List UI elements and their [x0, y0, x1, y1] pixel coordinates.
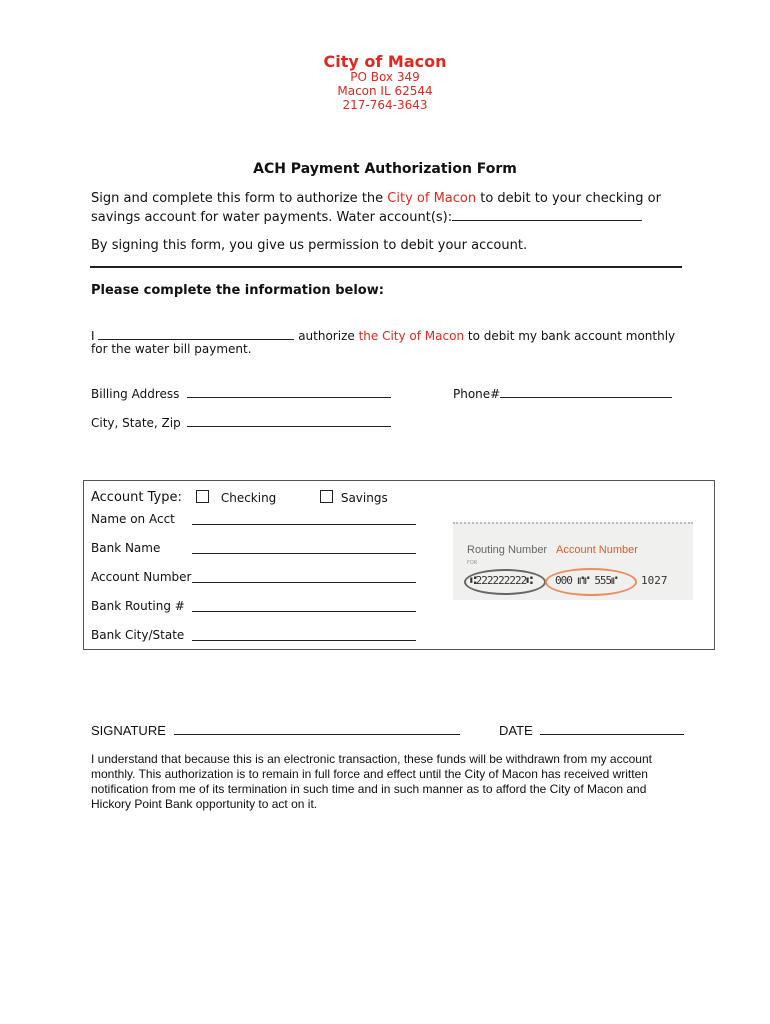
account-number-field[interactable]	[192, 582, 416, 583]
date-field[interactable]	[540, 722, 684, 735]
section-divider	[90, 266, 682, 268]
water-account-field[interactable]	[452, 208, 642, 221]
permission-text: By signing this form, you give us permission to debit your account.	[91, 238, 528, 253]
signature-label: SIGNATURE	[91, 723, 166, 738]
disclaimer-line: I understand that because this is an electronic transaction, these funds will be withdrawn from my account	[91, 752, 652, 766]
for-mark: FOR	[467, 560, 478, 566]
disclaimer	[91, 752, 691, 812]
savings-checkbox[interactable]	[320, 490, 333, 503]
authorization-line2: for the water bill payment.	[91, 342, 252, 356]
intro-line1	[91, 191, 661, 206]
bank-routing-field[interactable]	[192, 611, 416, 612]
account-number-caption: Account Number	[556, 544, 638, 556]
auth-middle: authorize	[294, 329, 359, 343]
routing-digits: ⑆222222222⑆	[470, 574, 532, 587]
intro-text-end: to debit to your checking or	[476, 191, 661, 206]
signature-field[interactable]	[174, 722, 460, 735]
account-type-label: Account Type:	[91, 490, 182, 505]
bank-name-field[interactable]	[192, 553, 416, 554]
name-on-acct-label: Name on Acct	[91, 512, 175, 526]
account-digits: 000 ⑈⑈ 555⑈	[555, 574, 617, 587]
bank-city-state-field[interactable]	[192, 640, 416, 641]
org-phone: 217-764-3643	[342, 98, 428, 112]
checking-checkbox[interactable]	[196, 490, 209, 503]
billing-address-field[interactable]	[187, 385, 391, 398]
city-state-zip-field[interactable]	[187, 414, 391, 427]
phone-row	[453, 385, 672, 401]
bank-name-label: Bank Name	[91, 541, 161, 555]
authorizer-name-field[interactable]	[98, 327, 294, 340]
savings-label: Savings	[340, 491, 388, 505]
intro-line2	[91, 208, 642, 225]
section-heading: Please complete the information below:	[91, 283, 384, 298]
savings-option[interactable]	[320, 490, 388, 505]
signature-row	[91, 722, 460, 738]
disclaimer-line: Hickory Point Bank opportunity to act on it.	[91, 797, 318, 811]
date-row	[499, 722, 684, 738]
city-state-zip-row	[91, 414, 391, 430]
water-account-label: savings account for water payments. Water account(s):	[91, 210, 453, 225]
auth-org: the City of Macon	[358, 329, 465, 343]
bank-routing-label: Bank Routing #	[91, 599, 185, 613]
bank-city-state-label: Bank City/State	[91, 628, 185, 642]
authorization-line1	[91, 327, 675, 343]
check-number: 1027	[641, 574, 668, 587]
auth-prefix: I	[91, 329, 95, 343]
phone-label: Phone#	[453, 387, 501, 401]
address-line1: PO Box 349	[350, 70, 420, 84]
auth-suffix: to debit my bank account monthly	[464, 329, 676, 343]
form-title: ACH Payment Authorization Form	[253, 161, 517, 177]
intro-org: City of Macon	[387, 191, 477, 206]
checking-label: Checking	[220, 491, 277, 505]
billing-address-label: Billing Address	[91, 387, 180, 401]
name-on-acct-field[interactable]	[192, 524, 416, 525]
city-state-zip-label: City, State, Zip	[91, 416, 181, 430]
org-name: City of Macon	[323, 52, 447, 71]
date-label: DATE	[499, 723, 533, 738]
intro-text: Sign and complete this form to authorize the	[91, 191, 388, 206]
routing-number-caption: Routing Number	[467, 544, 548, 556]
billing-address-row	[91, 385, 391, 401]
checking-option[interactable]	[196, 490, 276, 505]
phone-field[interactable]	[500, 385, 672, 398]
disclaimer-line: notification from me of its termination in such time and in such manner as to afford the City of Macon and	[91, 782, 647, 796]
address-line2: Macon IL 62544	[337, 84, 433, 98]
account-number-label: Account Number	[91, 570, 192, 584]
disclaimer-line: monthly. This authorization is to remain in full force and effect until the City of Macon has received written	[91, 767, 648, 781]
check-example-image	[453, 522, 693, 600]
